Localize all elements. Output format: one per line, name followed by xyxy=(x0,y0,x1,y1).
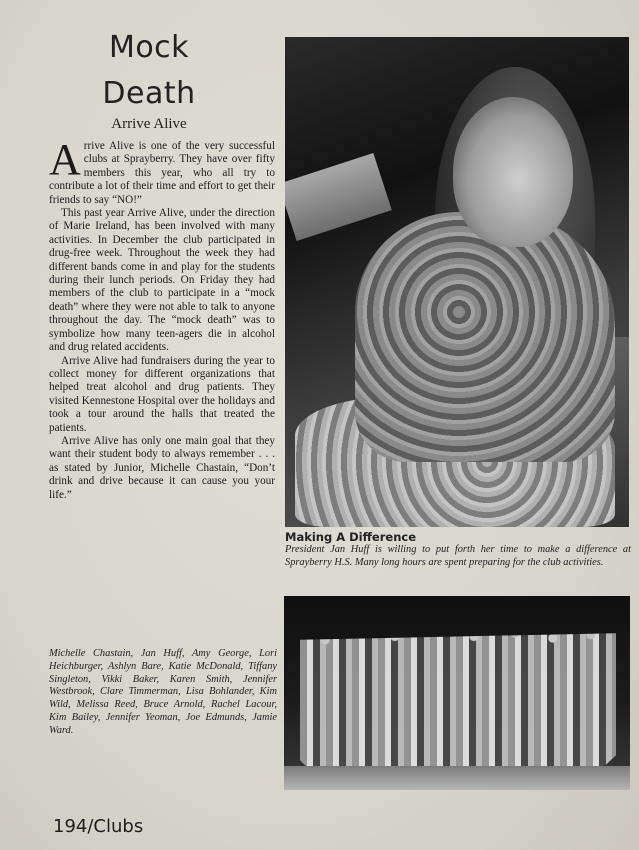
photo-caption-text: President Jan Huff is willing to put forth her time to make a difference at Sprayberry H.S. Many long hours are spent preparing for the club activities. xyxy=(285,544,631,568)
page-title-line2: Death xyxy=(102,76,196,111)
article-body xyxy=(49,135,275,502)
group-photo-crowd-shape xyxy=(300,620,616,785)
group-photo-names: Michelle Chastain, Jan Huff, Amy George, Lori Heichburger, Ashlyn Bare, Katie McDonald, Tiffany Singleton, Vikki Baker, Karen Smith, Jennifer Westbrook, Clare Timmerman, Lisa Bohlander, Kim Wild, Melissa Reed, Bruce Arnold, Rachel Lacour, Kim Bailey, Jennifer Yeoman, Joe Edmunds, Jamie Ward. xyxy=(49,648,277,736)
president-photo xyxy=(285,37,629,527)
article-paragraph-3: Arrive Alive had fundraisers during the year to collect money for different organizations that helped treat alcohol and drug patients. They visited Kennestone Hospital over the holidays and took a tour around the halls that treated the patients. xyxy=(49,354,275,434)
group-photo xyxy=(284,596,630,790)
photo-jacket-shape xyxy=(355,212,615,462)
photo-head-shape xyxy=(453,97,573,247)
photo-caption-headline: Making A Difference xyxy=(285,530,416,544)
photo-bench-shape xyxy=(285,153,392,241)
article-paragraph-1 xyxy=(49,135,275,207)
drop-cap: A xyxy=(49,135,81,184)
article-paragraph-1-text: rrive Alive is one of the very successful clubs at Sprayberry. They have over fifty members this year, who all try to contribute a lot of their time and effort to get their friends to say “NO!” xyxy=(49,140,275,206)
article-paragraph-4: Arrive Alive has only one main goal that they want their student body to always remember . . . as stated by Junior, Michelle Chastain, “Don’t drink and drive because it can cause you your life.” xyxy=(49,434,275,501)
page-folio: 194/Clubs xyxy=(53,816,144,837)
page-title-line1: Mock xyxy=(108,30,190,65)
group-photo-floor-shape xyxy=(284,766,630,790)
article-paragraph-2: This past year Arrive Alive, under the direction of Marie Ireland, has been involved with many activities. In December the club participated in drug-free week. Throughout the week they had different bands come in and play for the students during their lunch periods. On Friday they had members of the club to participate in a “mock death” where they were not able to talk to anyone throughout the day. The “mock death” was to symbolize how many teen-agers die in alcohol and drug related accidents. xyxy=(49,207,275,354)
club-subtitle: Arrive Alive xyxy=(111,116,187,132)
